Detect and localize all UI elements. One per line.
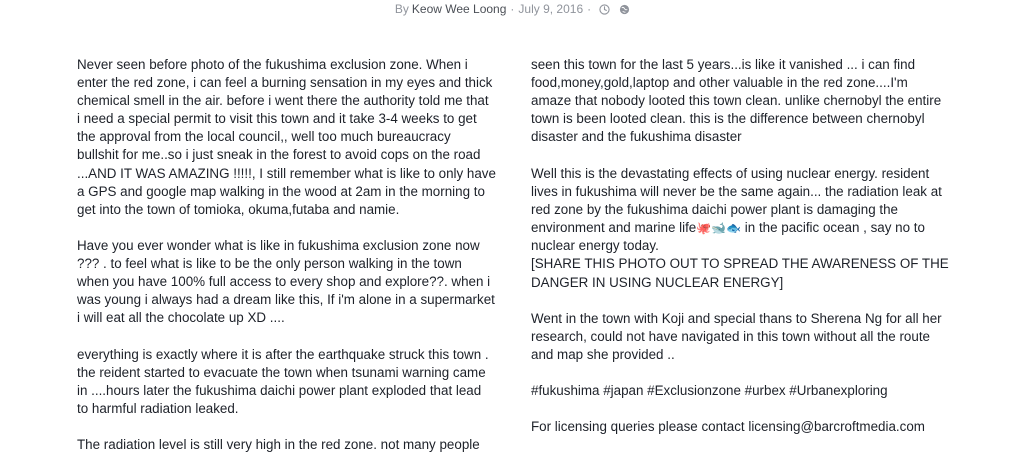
text-line: Well this is the devastating effects of using nuclear energy. resident [531,165,930,181]
text-line: get into the town of tomioka, okuma,futaba and namie. [77,201,400,217]
text-line: the reident started to evacuate the town when tsunami warning came [77,364,486,380]
text-line: ??? . to feel what is like to be the only person walking in the town [77,256,462,272]
text-line: lives in fukushima will never be the same again... the radiation leak at [531,183,942,199]
text-line [531,219,951,238]
text-line: bullshit for me..so i just sneak in the forest to avoid cops on the road [77,147,481,163]
licensing-contact: For licensing queries please contact licensing@barcroftmedia.com [531,419,925,435]
text-line: Have you ever wonder what is like in fukushima exclusion zone now [77,237,480,253]
text-line: red zone by the fukushima daichi power plant is damaging the [531,201,898,217]
paragraph-thanks [531,310,951,364]
text-line: town is been looted clean. this is the difference between chernobyl [531,111,925,127]
text-line: research, could not have navigated in this town without all the route [531,328,930,344]
text-line: to harmful radiation leaked. [77,400,239,416]
text-line: DANGER IN USING NUCLEAR ENERGY] [531,274,784,290]
text-line: the approval from the local council,, well too much bureaucracy [77,129,451,145]
paragraph-licensing [531,418,951,436]
text-line: nuclear energy today. [531,238,659,254]
clock-icon [599,4,610,15]
text-fragment: in the pacific ocean , say no to [741,219,925,235]
paragraph-vanished [531,56,951,146]
paragraph-hashtags [531,382,951,400]
paragraph-intro [77,56,497,219]
text-line: was young i always had a dream like this, If i'm alone in a supermarket [77,292,495,308]
marine-life-emoji-icons: 🐙🐋🐟 [696,221,742,236]
text-fragment: environment and marine life [531,219,697,235]
paragraph-earthquake [77,346,497,418]
text-line: food,money,gold,laptop and other valuable in the red zone....I'm [531,75,908,91]
hashtags[interactable]: #fukushima #japan #Exclusionzone #urbex #Urbanexploring [531,383,888,399]
text-line: [SHARE THIS PHOTO OUT TO SPREAD THE AWARENESS OF THE [531,256,949,272]
article-left-column [77,56,497,472]
text-line: disaster and the fukushima disaster [531,129,742,145]
author-link[interactable]: Keow Wee Loong [411,2,507,16]
globe-icon[interactable] [619,4,630,15]
text-line: in ....hours later the fukushima daichi power plant exploded that lead [77,382,482,398]
text-line: i will eat all the chocolate up XD .... [77,310,285,326]
text-line: when you have 100% full access to every shop and explore??. when i [77,274,491,290]
text-line: ...AND IT WAS AMAZING !!!!!, I still remember what is like to only have [77,165,496,181]
article-right-column [531,56,951,454]
text-line: everything is exactly where it is after the earthquake struck this town . [77,346,489,362]
text-line: enter the red zone, i can feel a burning sensation in my eyes and thick [77,75,493,91]
text-line: a GPS and google map walking in the wood at 2am in the morning to [77,183,485,199]
post-date[interactable]: July 9, 2016 [518,2,584,16]
paragraph-radiation [77,436,497,454]
byline-separator: · [510,2,515,16]
text-line: chemical smell in the air. before i went there the authority told me that [77,93,489,109]
paragraph-wonder [77,237,497,327]
text-line: amaze that nobody looted this town clean. unlike chernobyl the entire [531,93,942,109]
paragraph-nuclear-energy [531,165,951,292]
text-line: seen this town for the last 5 years...is like it vanished ... i can find [531,57,916,72]
text-line: Never seen before photo of the fukushima exclusion zone. When i [77,57,468,72]
byline-prefix: By [394,2,409,16]
text-line: i need a special permit to visit this town and it take 3-4 weeks to get [77,111,477,127]
article-byline [0,0,1025,18]
byline-separator-2: · [587,2,592,16]
text-line: and map she provided .. [531,346,675,362]
text-line: Went in the town with Koji and special thans to Sherena Ng for all her [531,310,942,326]
text-line: The radiation level is still very high in the red zone. not many people [77,436,480,452]
